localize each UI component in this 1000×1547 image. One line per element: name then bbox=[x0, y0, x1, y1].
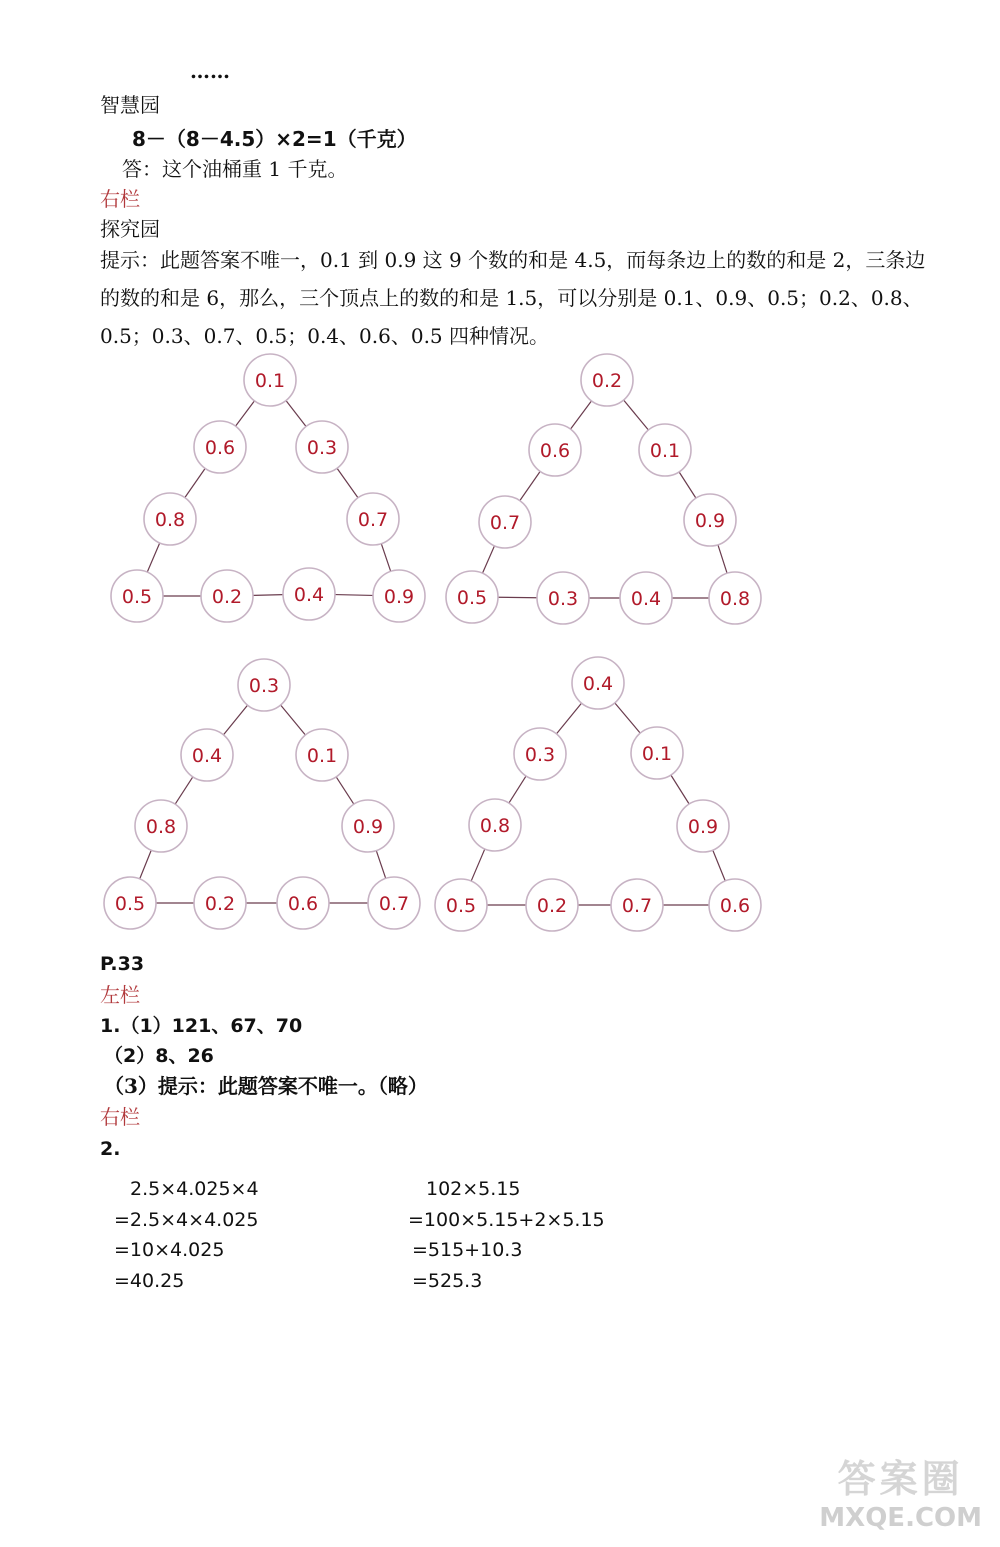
triangle-node bbox=[620, 572, 672, 624]
triangle-node bbox=[244, 354, 296, 406]
triangle-diagram-1 bbox=[110, 355, 430, 634]
triangle-edge bbox=[520, 471, 540, 500]
triangle-edge bbox=[671, 775, 689, 804]
node-value: 0.8 bbox=[145, 816, 177, 838]
triangle-node bbox=[581, 354, 633, 406]
node-value: 0.8 bbox=[479, 815, 511, 837]
triangle-node bbox=[435, 879, 487, 931]
triangle-diagram-2 bbox=[445, 355, 775, 634]
triangle-node bbox=[526, 879, 578, 931]
triangle-diagram-4 bbox=[433, 658, 768, 940]
triangle-edge bbox=[223, 705, 247, 735]
triangle-node bbox=[144, 493, 196, 545]
triangle-edge bbox=[679, 472, 696, 498]
calc-right-line: =515+10.3 bbox=[412, 1239, 523, 1261]
triangle-edge bbox=[471, 849, 485, 881]
node-value: 0.6 bbox=[719, 895, 751, 917]
node-value: 0.2 bbox=[211, 586, 243, 608]
triangle-edge bbox=[556, 703, 581, 734]
triangle-node bbox=[529, 424, 581, 476]
node-value: 0.3 bbox=[306, 437, 338, 459]
node-value: 0.5 bbox=[114, 893, 146, 915]
node-value: 0.9 bbox=[694, 510, 726, 532]
node-value: 0.9 bbox=[352, 816, 384, 838]
zhihuiyuan-heading: 智慧园 bbox=[100, 93, 160, 117]
triangle-node bbox=[639, 424, 691, 476]
node-value: 0.1 bbox=[649, 440, 681, 462]
triangle-node bbox=[537, 572, 589, 624]
triangle-node bbox=[277, 877, 329, 929]
node-value: 0.7 bbox=[378, 893, 410, 915]
node-value: 0.7 bbox=[489, 512, 521, 534]
triangle-node bbox=[709, 879, 761, 931]
triangle-svg-2 bbox=[445, 355, 775, 630]
node-value: 0.1 bbox=[641, 743, 673, 765]
triangle-svg-4 bbox=[433, 658, 768, 936]
calc-left bbox=[114, 1174, 259, 1296]
calc-left-line: =40.25 bbox=[114, 1269, 185, 1292]
node-value: 0.5 bbox=[456, 587, 488, 609]
triangle-node bbox=[368, 877, 420, 929]
tanjiuyuan-heading: 探究园 bbox=[100, 217, 160, 241]
triangle-node bbox=[469, 799, 521, 851]
triangle-node bbox=[347, 493, 399, 545]
triangle-edge bbox=[185, 468, 205, 497]
calc-right bbox=[408, 1174, 605, 1296]
calc-left-line: 2.5×4.025×4 bbox=[130, 1178, 259, 1200]
triangle-diagram-3 bbox=[100, 658, 425, 940]
node-value: 0.8 bbox=[719, 588, 751, 610]
node-value: 0.4 bbox=[582, 673, 614, 695]
triangle-node bbox=[446, 571, 498, 623]
triangle-edge bbox=[175, 777, 193, 804]
triangle-node bbox=[611, 879, 663, 931]
watermark-url: MXQE.COM bbox=[819, 1503, 982, 1533]
triangle-edge bbox=[336, 777, 354, 804]
triangle-node bbox=[238, 659, 290, 711]
triangle-svg-1 bbox=[110, 355, 430, 630]
triangle-edge bbox=[376, 851, 385, 879]
triangle-edge bbox=[718, 545, 727, 573]
q1-part1: 1.（1）121、67、70 bbox=[100, 1015, 303, 1037]
node-value: 0.3 bbox=[547, 588, 579, 610]
triangle-edge bbox=[281, 705, 306, 735]
triangle-node bbox=[684, 494, 736, 546]
node-value: 0.1 bbox=[254, 370, 286, 392]
triangle-node bbox=[373, 570, 425, 622]
triangle-node bbox=[135, 800, 187, 852]
triangle-node bbox=[296, 729, 348, 781]
page-label: P.33 bbox=[100, 953, 145, 975]
node-value: 0.2 bbox=[536, 895, 568, 917]
right-column-heading: 右栏 bbox=[100, 187, 140, 211]
node-value: 0.6 bbox=[287, 893, 319, 915]
node-value: 0.3 bbox=[524, 744, 556, 766]
node-value: 0.6 bbox=[539, 440, 571, 462]
q1-part3: （3）提示：此题答案不唯一。（略） bbox=[104, 1074, 428, 1098]
node-value: 0.5 bbox=[445, 895, 477, 917]
calc-left-line: =2.5×4×4.025 bbox=[114, 1208, 259, 1231]
triangle-edge bbox=[236, 401, 255, 426]
node-value: 0.8 bbox=[154, 509, 186, 531]
triangle-node bbox=[283, 568, 335, 620]
triangle-node bbox=[296, 421, 348, 473]
triangle-node bbox=[201, 570, 253, 622]
node-value: 0.3 bbox=[248, 675, 280, 697]
triangle-node bbox=[111, 570, 163, 622]
triangle-edge bbox=[253, 595, 283, 596]
node-value: 0.2 bbox=[204, 893, 236, 915]
triangle-node bbox=[709, 572, 761, 624]
node-value: 0.4 bbox=[630, 588, 662, 610]
watermark-logo: 答案圈 bbox=[837, 1457, 964, 1501]
node-value: 0.9 bbox=[687, 816, 719, 838]
node-value: 0.4 bbox=[293, 584, 325, 606]
triangle-node bbox=[514, 728, 566, 780]
watermark bbox=[819, 1448, 982, 1533]
right-column-heading-2: 右栏 bbox=[100, 1105, 140, 1129]
triangle-node bbox=[631, 727, 683, 779]
node-value: 0.4 bbox=[191, 745, 223, 767]
triangle-edge bbox=[381, 544, 390, 572]
zhihuiyuan-equation: 8－（8－4.5）×2=1（千克） bbox=[132, 127, 417, 151]
tanjiuyuan-hint: 提示：此题答案不唯一，0.1 到 0.9 这 9 个数的和是 4.5，而每条边上的数的和是 2，三条边的数的和是 6，那么，三个顶点上的数的和是 1.5，可以分别是 0.1、0.9、0.5；0.2、0.8、0.5；0.3、0.7、0.5；0.4、0.6、0.5 四种情况。 bbox=[100, 248, 926, 348]
node-value: 0.7 bbox=[357, 509, 389, 531]
left-column-heading: 左栏 bbox=[100, 983, 140, 1007]
triangle-edge bbox=[140, 850, 152, 879]
triangle-node bbox=[572, 657, 624, 709]
triangle-edge bbox=[509, 776, 526, 803]
triangle-node bbox=[194, 877, 246, 929]
node-value: 0.7 bbox=[621, 895, 653, 917]
q1-part2: （2）8、26 bbox=[104, 1045, 214, 1067]
node-value: 0.1 bbox=[306, 745, 338, 767]
triangle-node bbox=[104, 877, 156, 929]
triangle-edge bbox=[147, 543, 160, 572]
triangle-svg-3 bbox=[100, 658, 425, 936]
triangle-edge bbox=[624, 400, 649, 430]
node-value: 0.2 bbox=[591, 370, 623, 392]
triangle-node bbox=[342, 800, 394, 852]
triangle-node bbox=[181, 729, 233, 781]
triangle-edge bbox=[713, 850, 725, 881]
triangle-edge bbox=[571, 401, 592, 429]
triangle-node bbox=[194, 421, 246, 473]
triangle-node bbox=[479, 496, 531, 548]
node-value: 0.9 bbox=[383, 586, 415, 608]
calc-right-line: =525.3 bbox=[412, 1269, 483, 1292]
calc-right-line: =100×5.15+2×5.15 bbox=[408, 1208, 605, 1231]
calc-right-line: 102×5.15 bbox=[426, 1178, 521, 1200]
top-ellipsis: …… bbox=[190, 59, 230, 83]
triangle-edge bbox=[615, 703, 640, 733]
triangle-edge bbox=[335, 595, 373, 596]
triangle-node bbox=[677, 800, 729, 852]
node-value: 0.6 bbox=[204, 437, 236, 459]
calc-left-line: =10×4.025 bbox=[114, 1239, 225, 1261]
triangle-edge bbox=[482, 546, 494, 573]
zhihuiyuan-answer: 答：这个油桶重 1 千克。 bbox=[122, 157, 348, 181]
q2-label: 2. bbox=[100, 1138, 121, 1160]
triangle-edge bbox=[286, 401, 306, 427]
triangle-edge bbox=[337, 468, 358, 498]
node-value: 0.5 bbox=[121, 586, 153, 608]
